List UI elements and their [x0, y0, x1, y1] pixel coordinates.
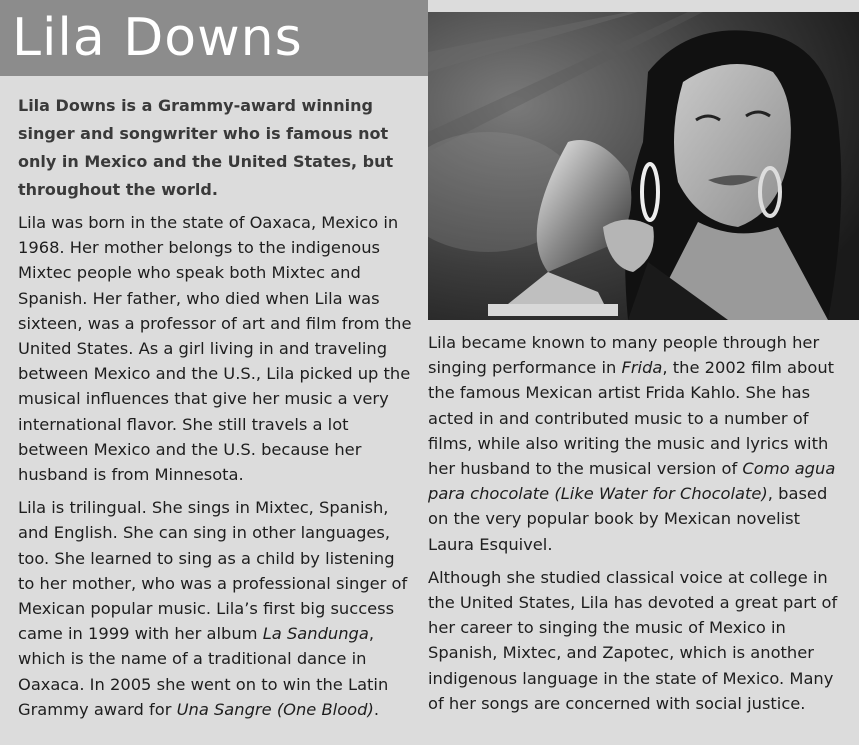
page-title: Lila Downs [12, 8, 303, 68]
right-column [428, 330, 846, 724]
award-title: Una Sangre (One Blood) [176, 699, 374, 719]
left-column [18, 92, 414, 730]
lead-paragraph: Lila Downs is a Grammy-award winning singer and songwriter who is famous not only in Mexico and the United States, but throughout the world. [18, 96, 394, 199]
birth-paragraph: Lila was born in the state of Oaxaca, Mexico in 1968. Her mother belongs to the indigenous Mixtec people who speak both Mixtec and Spanish. Her father, who died when Lila was sixteen, was a professor of art and film from the United States. As a girl living in and traveling between Mexico and the U.S., Lila picked up the musical influences that give her music a very international flavor. She still travels a lot between Mexico and the U.S. because her husband is from Minnesota. [18, 213, 412, 485]
portrait-illustration [428, 12, 859, 320]
career-paragraph: Although she studied classical voice at college in the United States, Lila has devoted a great part of her career to singing the music of Mexico in Spanish, Mixtec, and Zapotec, which is another indigenous language in the state of Mexico. Many of her songs are concerned with social justice. [428, 567, 838, 713]
musical-title: Como agua para chocolate (Like Water for Chocolate) [428, 459, 836, 504]
film-title: Frida [621, 358, 663, 378]
title-bar [0, 0, 428, 76]
trilingual-paragraph: Lila is trilingual. She sings in Mixtec, Spanish, and English. She can sing in other languages, too. She learned to sing as a child by listening to her mother, who was a professional singer of Mexican popular music. Lila’s first big success came in 1999 with her album La Sandunga, which is the name of a traditional dance in Oaxaca. In 2005 she went on to win the Latin Grammy award for Una Sangre (One Blood). [18, 498, 408, 719]
frida-paragraph: Lila became known to many people through her singing performance in Frida, the 2002 film about the famous Mexican artist Frida Kahlo. She has acted in and contributed music to a number of films, while also writing the music and lyrics with her husband to the musical version of Como agua para chocolate (Like Water for Chocolate), based on the very popular book by Mexican novelist Laura Esquivel. [428, 333, 836, 554]
portrait-photo [428, 12, 859, 320]
album-title: La Sandunga [262, 624, 369, 644]
